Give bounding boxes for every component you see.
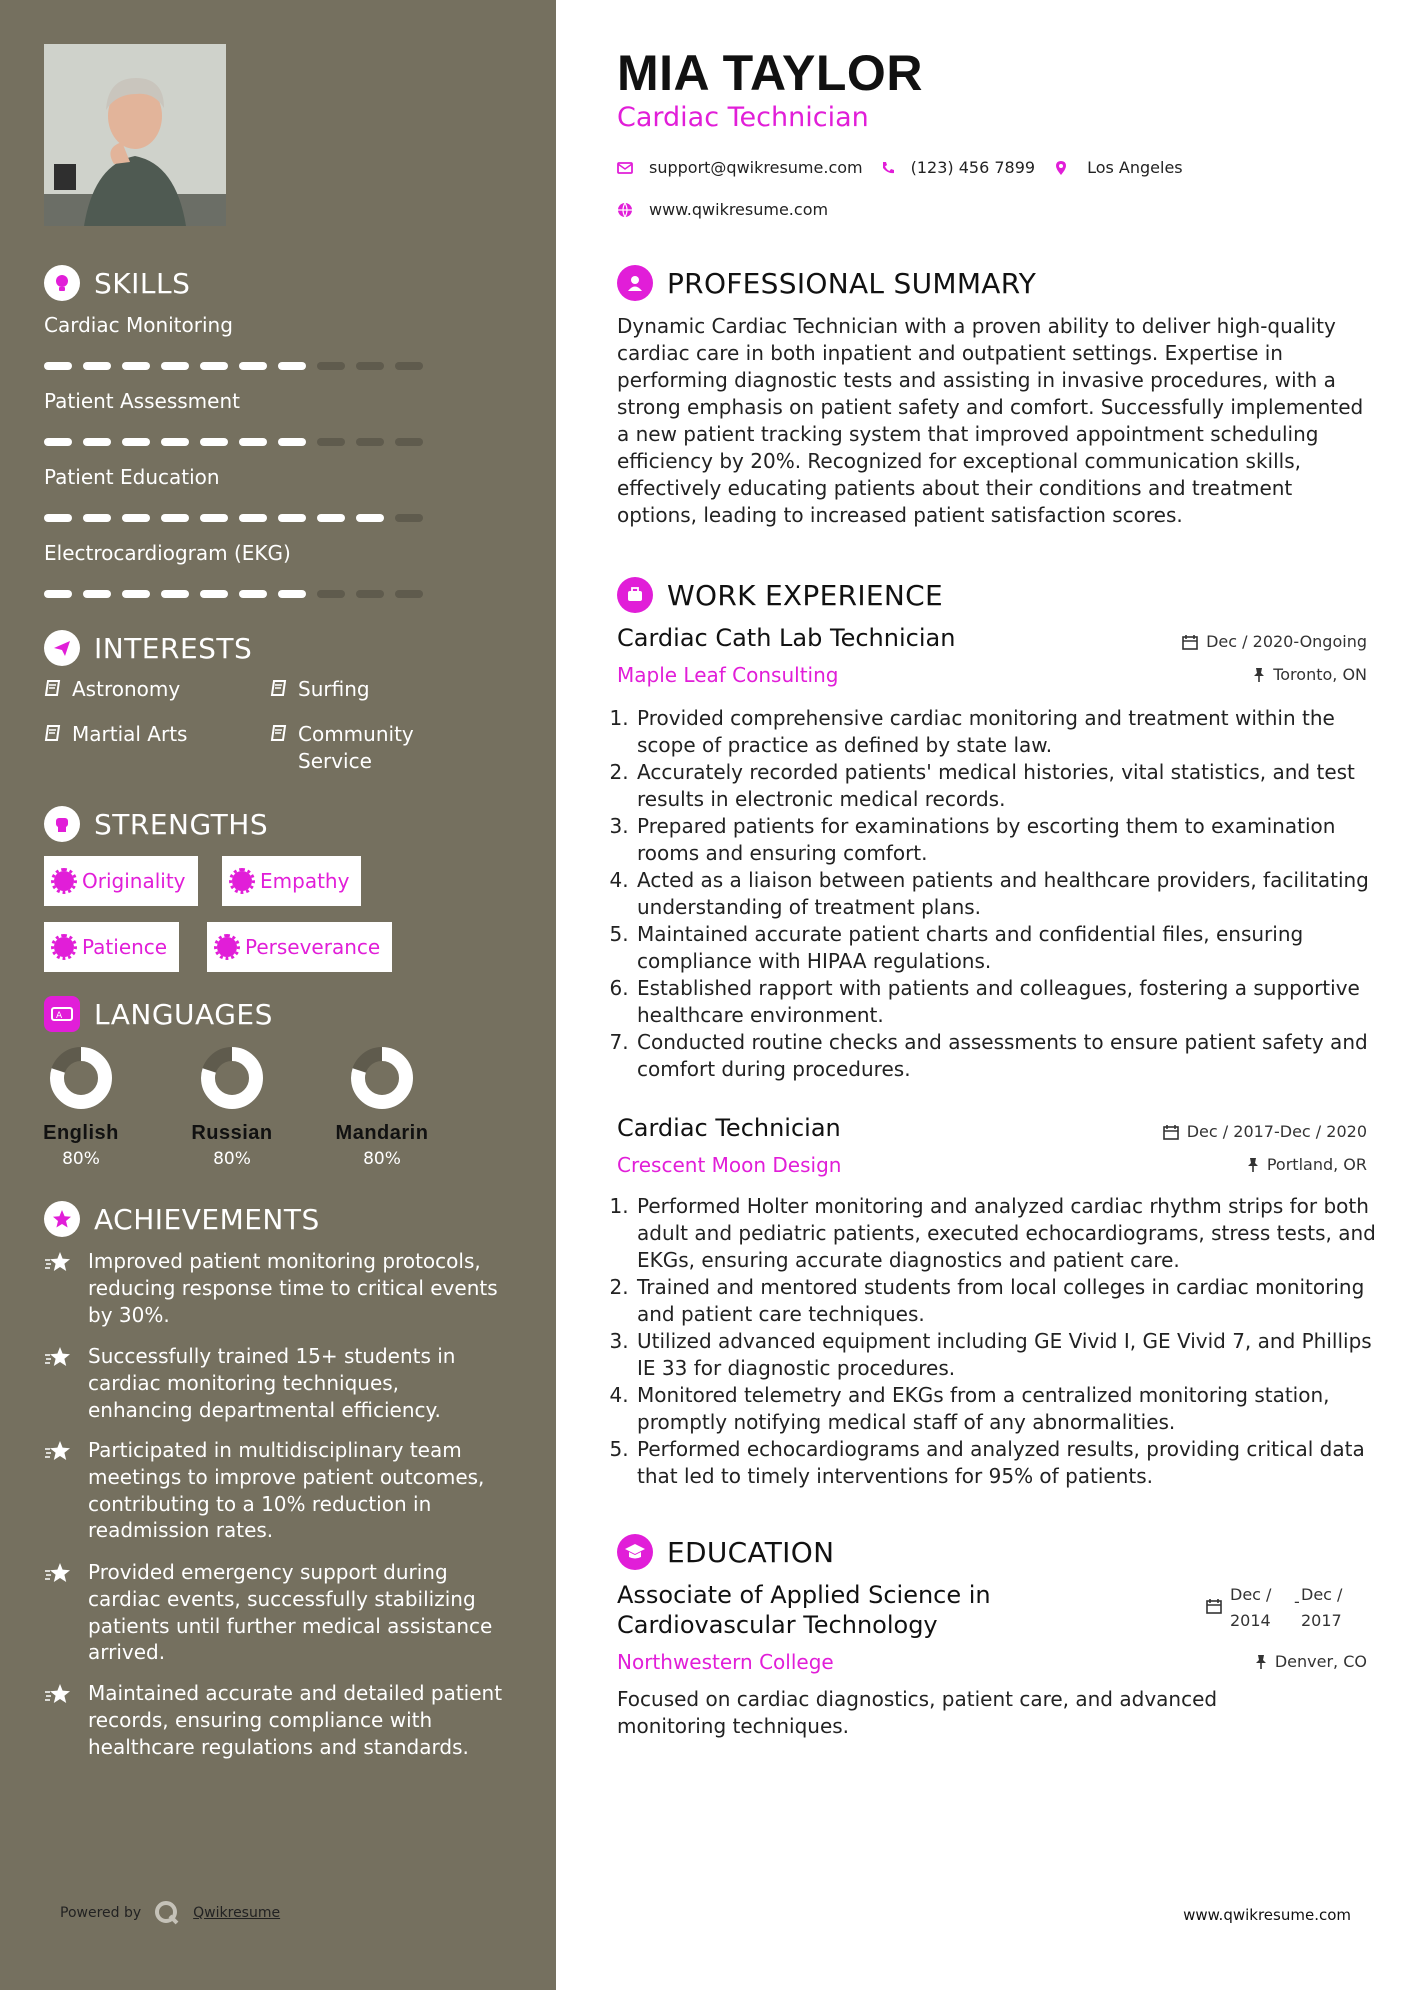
job-2-location: Portland, OR	[1247, 1155, 1367, 1174]
achievement-text: Improved patient monitoring protocols, reducing response time to critical events by 30%.	[88, 1249, 498, 1327]
school-name: Northwestern College	[617, 1650, 834, 1674]
fist-icon	[44, 806, 80, 842]
language-name: Russian	[191, 1122, 273, 1144]
calendar-icon	[1182, 634, 1198, 650]
language-percent: 80%	[213, 1149, 251, 1169]
duty-item: 2. Trained and mentored students from local colleges in cardiac monitoring and patient care techniques.	[635, 1274, 1377, 1328]
strengths-heading: STRENGTHS	[44, 806, 268, 842]
badge-icon	[217, 937, 237, 957]
translate-icon	[44, 996, 80, 1032]
qwikresume-link[interactable]: Qwikresume	[193, 1905, 281, 1921]
duty-item: 3. Prepared patients for examinations by escorting them to examination rooms and ensuring comfort.	[635, 813, 1377, 867]
powered-by: Powered by Qwikresume	[60, 1899, 280, 1927]
skill-level-segment	[395, 514, 423, 522]
star-icon	[44, 1250, 74, 1276]
language-proficiency-ring	[350, 1046, 414, 1110]
job-1-location: Toronto, ON	[1253, 665, 1367, 684]
achievement-item	[44, 1343, 504, 1423]
skill-level-segment	[239, 590, 267, 598]
strength-badge: Perseverance	[207, 922, 392, 972]
location-pin-icon	[1055, 160, 1067, 176]
skill-level-segment	[83, 362, 111, 370]
profile-photo	[44, 44, 226, 226]
duty-item: 1. Performed Holter monitoring and analyzed cardiac rhythm strips for both adult and pediatric patients, executed echocardiograms, stress tests, and EKGs, ensuring accurate diagnostics and patient care.	[635, 1193, 1377, 1274]
skill-level-segment	[239, 514, 267, 522]
skill-label: Patient Assessment	[44, 389, 240, 413]
language-proficiency-ring	[49, 1046, 113, 1110]
summary-text: Dynamic Cardiac Technician with a proven ability to deliver high-quality cardiac care in both inpatient and outpatient settings. Expertise in performing diagnostic tests and assisting in invasive procedures, with a strong emphasis on patient safety and comfort. Successfully implemented a new patient tracking system that improved appointment scheduling efficiency by 20%. Recognized for exceptional communication skills, effectively educating patients about their conditions and treatment options, leading to increased patient satisfaction scores.	[617, 314, 1364, 527]
language-percent: 80%	[363, 1149, 401, 1169]
interest-item: Surfing	[270, 676, 370, 703]
language-item	[172, 1046, 292, 1169]
job-2-title: Cardiac Technician	[617, 1114, 841, 1142]
languages-heading: A LANGUAGES	[44, 996, 273, 1032]
email-icon	[617, 161, 633, 175]
skill-level-segment	[239, 362, 267, 370]
pushpin-icon	[1253, 667, 1265, 683]
skill-level-segment	[161, 590, 189, 598]
skill-label: Cardiac Monitoring	[44, 313, 233, 337]
skill-level-segment	[200, 514, 228, 522]
degree-title: Associate of Applied Science in Cardiovascular Technology	[617, 1581, 991, 1639]
candidate-name: MIA TAYLOR	[617, 45, 923, 101]
skill-level-segment	[161, 362, 189, 370]
skill-level-segment	[356, 362, 384, 370]
skill-level-segment	[278, 590, 306, 598]
duty-item: 4. Monitored telemetry and EKGs from a centralized monitoring station, promptly notifying medical staff of any abnormalities.	[635, 1382, 1377, 1436]
skill-level-segment	[356, 438, 384, 446]
duty-item: 6. Established rapport with patients and colleagues, fostering a supportive healthcare environment.	[635, 975, 1377, 1029]
skill-label: Patient Education	[44, 465, 220, 489]
skill-level-segment	[317, 514, 345, 522]
job-1-title: Cardiac Cath Lab Technician	[617, 624, 956, 652]
skill-level-bar	[44, 362, 423, 370]
skill-level-segment	[122, 590, 150, 598]
graduation-cap-icon	[617, 1534, 653, 1570]
skill-level-segment	[356, 590, 384, 598]
strength-badge: Originality	[44, 856, 198, 906]
skill-level-bar	[44, 438, 423, 446]
contact-row	[617, 158, 1183, 177]
skills-heading: SKILLS	[44, 265, 190, 301]
star-icon	[44, 1439, 74, 1465]
user-icon	[617, 265, 653, 301]
education-heading: EDUCATION	[617, 1534, 834, 1570]
paper-plane-icon	[44, 630, 80, 666]
achievement-item	[44, 1248, 504, 1328]
skill-level-segment	[395, 438, 423, 446]
skill-level-segment	[278, 514, 306, 522]
star-icon	[44, 1682, 74, 1708]
achievement-item	[44, 1437, 504, 1544]
badge-icon	[232, 871, 252, 891]
phone-number[interactable]: (123) 456 7899	[910, 158, 1036, 177]
education-dates: Dec / 2014 - Dec / 2017	[1206, 1582, 1366, 1632]
lightbulb-icon	[44, 265, 80, 301]
skill-level-segment	[395, 590, 423, 598]
website-link[interactable]: www.qwikresume.com	[649, 200, 829, 219]
sidebar	[0, 0, 556, 1990]
footer-url[interactable]: www.qwikresume.com	[1183, 1906, 1351, 1924]
interests-heading: INTERESTS	[44, 630, 252, 666]
duty-item: 3. Utilized advanced equipment including GE Vivid I, GE Vivid 7, and Phillips IE 33 for diagnostic procedures.	[635, 1328, 1377, 1382]
duty-item: 1. Provided comprehensive cardiac monitoring and treatment within the scope of practice as defined by state law.	[635, 705, 1377, 759]
skill-label: Electrocardiogram (EKG)	[44, 541, 291, 565]
achievement-text: Provided emergency support during cardiac events, successfully stabilizing patients until further medical assistance arrived.	[88, 1560, 493, 1665]
strength-badge: Patience	[44, 922, 179, 972]
skill-level-segment	[161, 438, 189, 446]
skill-level-bar	[44, 514, 423, 522]
star-icon	[44, 1201, 80, 1237]
language-proficiency-ring	[200, 1046, 264, 1110]
skill-level-segment	[200, 362, 228, 370]
duty-item: 2. Accurately recorded patients' medical histories, vital statistics, and test results in electronic medical records.	[635, 759, 1377, 813]
skill-level-segment	[122, 362, 150, 370]
skill-level-segment	[395, 362, 423, 370]
skill-level-segment	[200, 590, 228, 598]
job-1-company: Maple Leaf Consulting	[617, 663, 839, 687]
calendar-icon	[1206, 1598, 1222, 1614]
email-link[interactable]: support@qwikresume.com	[649, 158, 863, 177]
skill-level-segment	[83, 590, 111, 598]
achievements-heading: ACHIEVEMENTS	[44, 1201, 320, 1237]
interest-item: Astronomy	[44, 676, 180, 703]
language-percent: 80%	[62, 1149, 100, 1169]
book-icon	[270, 724, 288, 742]
achievement-text: Maintained accurate and detailed patient records, ensuring compliance with healthcare regulations and standards.	[88, 1681, 503, 1759]
achievement-text: Successfully trained 15+ students in cardiac monitoring techniques, enhancing departmental efficiency.	[88, 1344, 456, 1422]
skill-level-segment	[317, 362, 345, 370]
skill-level-segment	[44, 590, 72, 598]
badge-icon	[54, 937, 74, 957]
job-title: Cardiac Technician	[617, 102, 869, 133]
skill-level-segment	[161, 514, 189, 522]
duty-item: 4. Acted as a liaison between patients and healthcare providers, facilitating understanding of treatment plans.	[635, 867, 1377, 921]
book-icon	[270, 679, 288, 697]
skill-level-segment	[44, 514, 72, 522]
duty-item: 7. Conducted routine checks and assessments to ensure patient safety and comfort during procedures.	[635, 1029, 1377, 1083]
skill-level-segment	[278, 438, 306, 446]
job-1-duties	[617, 705, 1377, 1083]
star-icon	[44, 1345, 74, 1371]
job-1-dates: Dec / 2020-Ongoing	[1182, 632, 1367, 651]
globe-icon	[617, 202, 633, 218]
badge-icon	[54, 871, 74, 891]
summary-heading: PROFESSIONAL SUMMARY	[617, 265, 1036, 301]
skill-level-segment	[317, 438, 345, 446]
achievement-item	[44, 1559, 504, 1666]
interest-item: Community Service	[270, 721, 420, 775]
skill-level-segment	[278, 362, 306, 370]
job-2-company: Crescent Moon Design	[617, 1153, 842, 1177]
skill-level-segment	[317, 590, 345, 598]
language-item	[322, 1046, 442, 1169]
pushpin-icon	[1255, 1654, 1267, 1670]
main-content	[556, 0, 1407, 1990]
education-description: Focused on cardiac diagnostics, patient care, and advanced monitoring techniques.	[617, 1687, 1218, 1738]
skill-level-segment	[44, 438, 72, 446]
star-icon	[44, 1561, 74, 1587]
phone-icon	[881, 161, 895, 175]
education-location: Denver, CO	[1255, 1652, 1367, 1671]
location-text: Los Angeles	[1087, 158, 1183, 177]
pushpin-icon	[1247, 1157, 1259, 1173]
achievement-text: Participated in multidisciplinary team meetings to improve patient outcomes, contributing to a 10% reduction in readmission rates.	[88, 1438, 485, 1543]
book-icon	[44, 724, 62, 742]
skill-level-segment	[44, 362, 72, 370]
experience-heading: WORK EXPERIENCE	[617, 577, 943, 613]
briefcase-icon	[617, 577, 653, 613]
strength-badge: Empathy	[222, 856, 361, 906]
skill-level-bar	[44, 590, 423, 598]
skill-level-segment	[200, 438, 228, 446]
interest-item: Martial Arts	[44, 721, 187, 748]
book-icon	[44, 679, 62, 697]
skill-level-segment	[239, 438, 267, 446]
duty-item: 5. Performed echocardiograms and analyzed results, providing critical data that led to timely interventions for 95% of patients.	[635, 1436, 1377, 1490]
website-row	[617, 200, 828, 219]
duty-item: 5. Maintained accurate patient charts and confidential files, ensuring compliance with HIPAA regulations.	[635, 921, 1377, 975]
achievement-item	[44, 1680, 504, 1760]
skill-level-segment	[356, 514, 384, 522]
qwikresume-logo-icon	[153, 1899, 181, 1927]
job-2-dates: Dec / 2017-Dec / 2020	[1163, 1122, 1367, 1141]
skill-level-segment	[83, 514, 111, 522]
skill-level-segment	[83, 438, 111, 446]
skill-level-segment	[122, 514, 150, 522]
svg-text:A: A	[56, 1011, 63, 1021]
language-item	[21, 1046, 141, 1169]
language-name: English	[43, 1122, 119, 1144]
language-name: Mandarin	[335, 1122, 429, 1144]
job-2-duties	[617, 1193, 1377, 1490]
calendar-icon	[1163, 1124, 1179, 1140]
skill-level-segment	[122, 438, 150, 446]
